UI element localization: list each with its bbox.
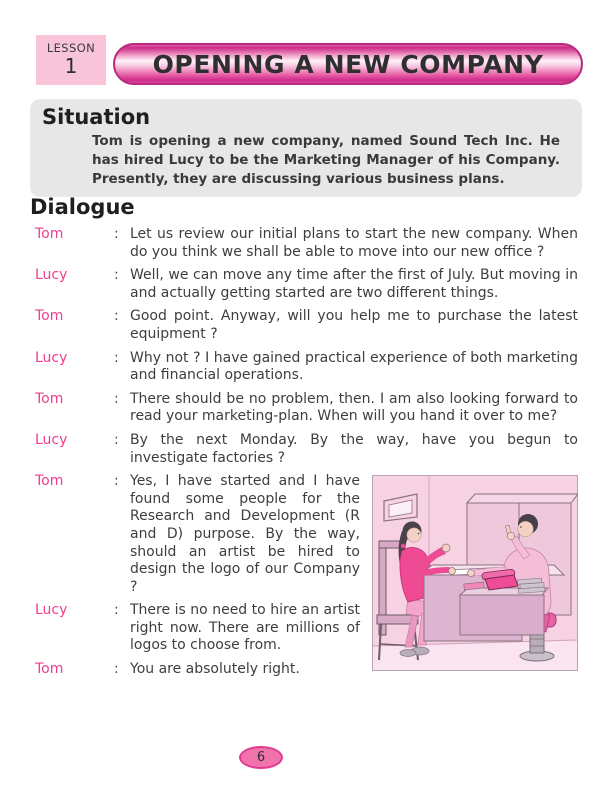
dialogue-entry: [30, 267, 578, 302]
dialogue-entry: [30, 602, 578, 655]
speech-text: By the next Monday. By the way, have you begun to investigate factories ?: [130, 431, 578, 466]
speech-with-illustration: [130, 473, 578, 596]
colon-separator: :: [114, 473, 119, 490]
speaker-name: Tom: [35, 661, 64, 678]
colon-separator: :: [114, 431, 119, 448]
speech-text: There should be no problem, then. I am also looking forward to read your marketing-plan. When will you hand it over to me?: [130, 390, 578, 425]
page-number: 6: [256, 750, 266, 765]
speaker-name: Lucy: [35, 602, 68, 619]
speaker-name: Tom: [35, 226, 64, 242]
colon-separator: :: [114, 267, 119, 284]
dialogue-entry: [30, 350, 578, 385]
speech-text: Good point. Anyway, will you help me to purchase the latest equipment ?: [130, 308, 578, 342]
speaker-name: Lucy: [35, 431, 68, 448]
lesson-title-bar: [113, 43, 583, 85]
speaker-name: Tom: [35, 308, 64, 325]
dialogue-entry: [30, 432, 578, 467]
situation-box: [30, 99, 582, 197]
dialogue-entry: [30, 661, 578, 679]
books: [518, 578, 545, 593]
dialogue-heading: Dialogue: [30, 195, 135, 219]
situation-heading: Situation: [42, 105, 151, 129]
speech-text: Let us review our initial plans to start the new company. When do you think we shall be able to move into our new office ?: [130, 226, 578, 260]
colon-separator: :: [114, 349, 119, 366]
dialogue-entry: [30, 391, 578, 426]
colon-separator: :: [114, 226, 119, 242]
lesson-label: LESSON: [46, 41, 96, 55]
speaker-name: Lucy: [35, 349, 68, 366]
speech-text: Yes, I have started and I have found some people for the Research and Development (R and D) purpose. By the way, should an artist be hired to design the logo of our Company ?: [130, 473, 360, 595]
dialogue-entry: [30, 473, 578, 596]
lesson-badge: [36, 35, 106, 85]
dialogue-entry: [30, 226, 578, 261]
speaker-name: Tom: [35, 390, 64, 407]
speaker-name: Tom: [35, 473, 64, 490]
lesson-title: OPENING A NEW COMPANY: [152, 49, 544, 79]
dialogue-section: [30, 226, 578, 685]
dialogue-entry: [30, 308, 578, 343]
colon-separator: :: [114, 602, 119, 619]
speech-text: There is no need to hire an artist right now. There are millions of logos to choose from.: [130, 602, 360, 654]
colon-separator: :: [114, 390, 119, 407]
speech-text: You are absolutely right.: [130, 661, 300, 678]
page-number-badge: [239, 746, 283, 769]
speech-text: Well, we can move any time after the first of July. But moving in and actually getting started are two different things.: [130, 267, 578, 301]
colon-separator: :: [114, 661, 119, 678]
speech-text: Why not ? I have gained practical experience of both marketing and financial operations.: [130, 349, 578, 384]
lesson-number: 1: [64, 54, 78, 78]
speaker-name: Lucy: [35, 267, 68, 284]
situation-text: Tom is opening a new company, named Sound Tech Inc. He has hired Lucy to be the Marketing Manager of his Company. Presently, they are discussing various business plans.: [92, 133, 560, 187]
colon-separator: :: [114, 308, 119, 325]
